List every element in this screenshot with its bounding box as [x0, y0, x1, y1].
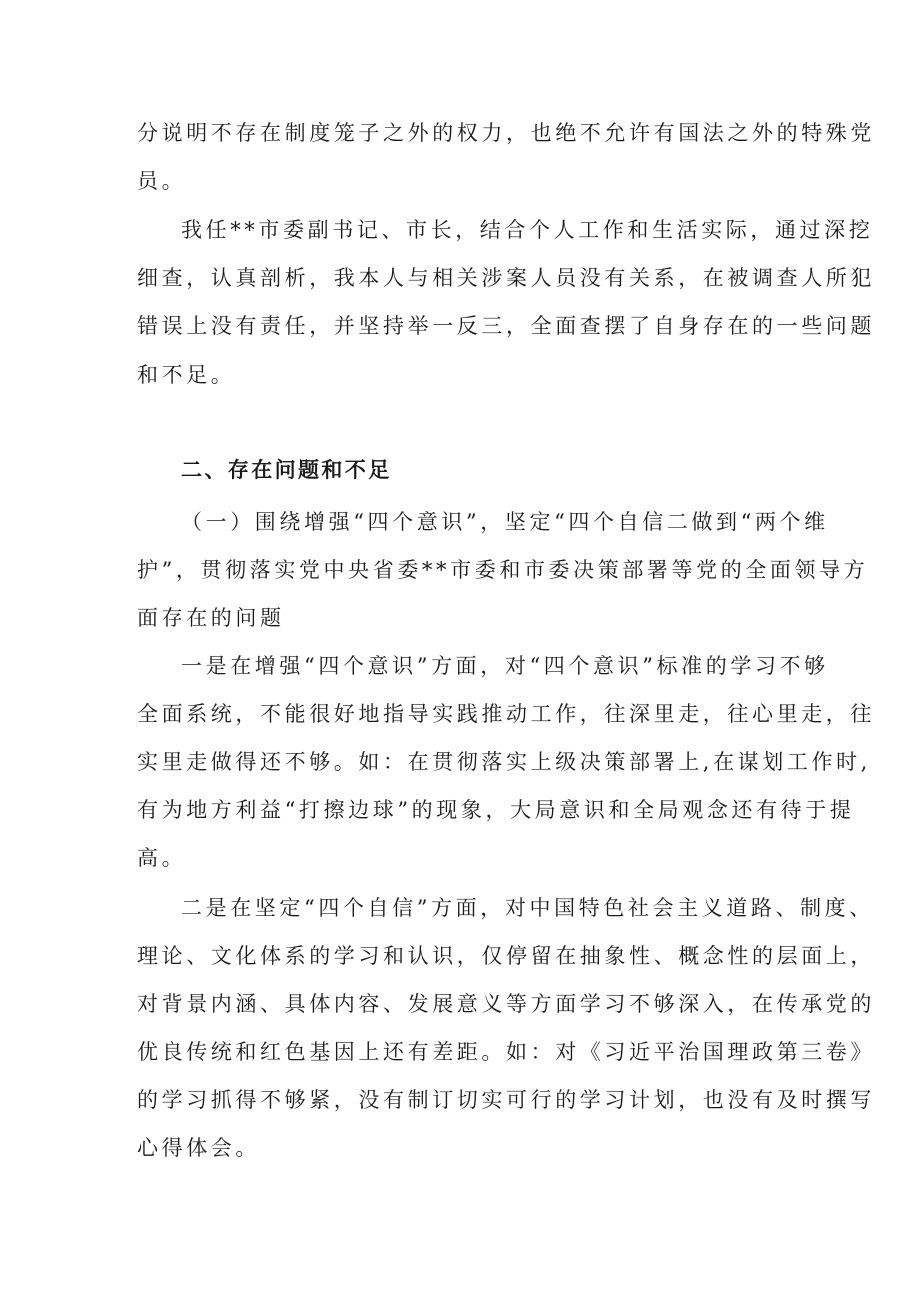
subsection-heading-line: 护”，贯彻落实党中央省委**市委和市委决策部署等党的全面领导方 [137, 558, 869, 582]
paragraph-line: 二是在坚定“四个自信”方面，对中国特色社会主义道路、制度、 [181, 896, 874, 920]
paragraph-line: 心得体会。 [137, 1136, 260, 1160]
paragraph-line: 高。 [137, 846, 187, 870]
paragraph-line: 的学习抓得不够紧，没有制订切实可行的学习计划，也没有及时撰写 [137, 1088, 875, 1112]
subsection-heading-line: （一）围绕增强“四个意识”，坚定“四个自信二做到“两个维 [181, 510, 829, 534]
paragraph-line: 细查，认真剖析，我本人与相关涉案人员没有关系，在被调查人所犯 [137, 266, 875, 290]
subsection-heading-line: 面存在的问题 [137, 606, 285, 630]
paragraph-line: 员。 [137, 169, 187, 193]
paragraph-line: 和不足。 [137, 363, 236, 387]
paragraph-line: 错误上没有责任，并坚持举一反三，全面查摆了自身存在的一些问题 [137, 314, 875, 338]
paragraph-line: 有为地方利益“打擦边球”的现象，大局意识和全局观念还有待于提 [137, 798, 855, 822]
paragraph-line: 实里走做得还不够。如：在贯彻落实上级决策部署上,在谋划工作时, [137, 750, 871, 774]
paragraph-line: 理论、文化体系的学习和认识，仅停留在抽象性、概念性的层面上， [137, 944, 875, 968]
paragraph-line: 全面系统，不能很好地指导实践推动工作，往深里走，往心里走，往 [137, 702, 875, 726]
paragraph-line: 对背景内涵、具体内容、发展意义等方面学习不够深入，在传承党的 [137, 992, 875, 1016]
paragraph-line: 我任**市委副书记、市长，结合个人工作和生活实际，通过深挖 [181, 218, 874, 242]
paragraph-line: 分说明不存在制度笼子之外的权力，也绝不允许有国法之外的特殊党 [137, 121, 875, 145]
paragraph-line: 一是在增强“四个意识”方面，对“四个意识”标准的学习不够 [181, 654, 829, 678]
paragraph-line: 优良传统和红色基因上还有差距。如：对《习近平治国理政第三卷》 [137, 1040, 875, 1064]
section-heading: 二、存在问题和不足 [181, 458, 392, 482]
